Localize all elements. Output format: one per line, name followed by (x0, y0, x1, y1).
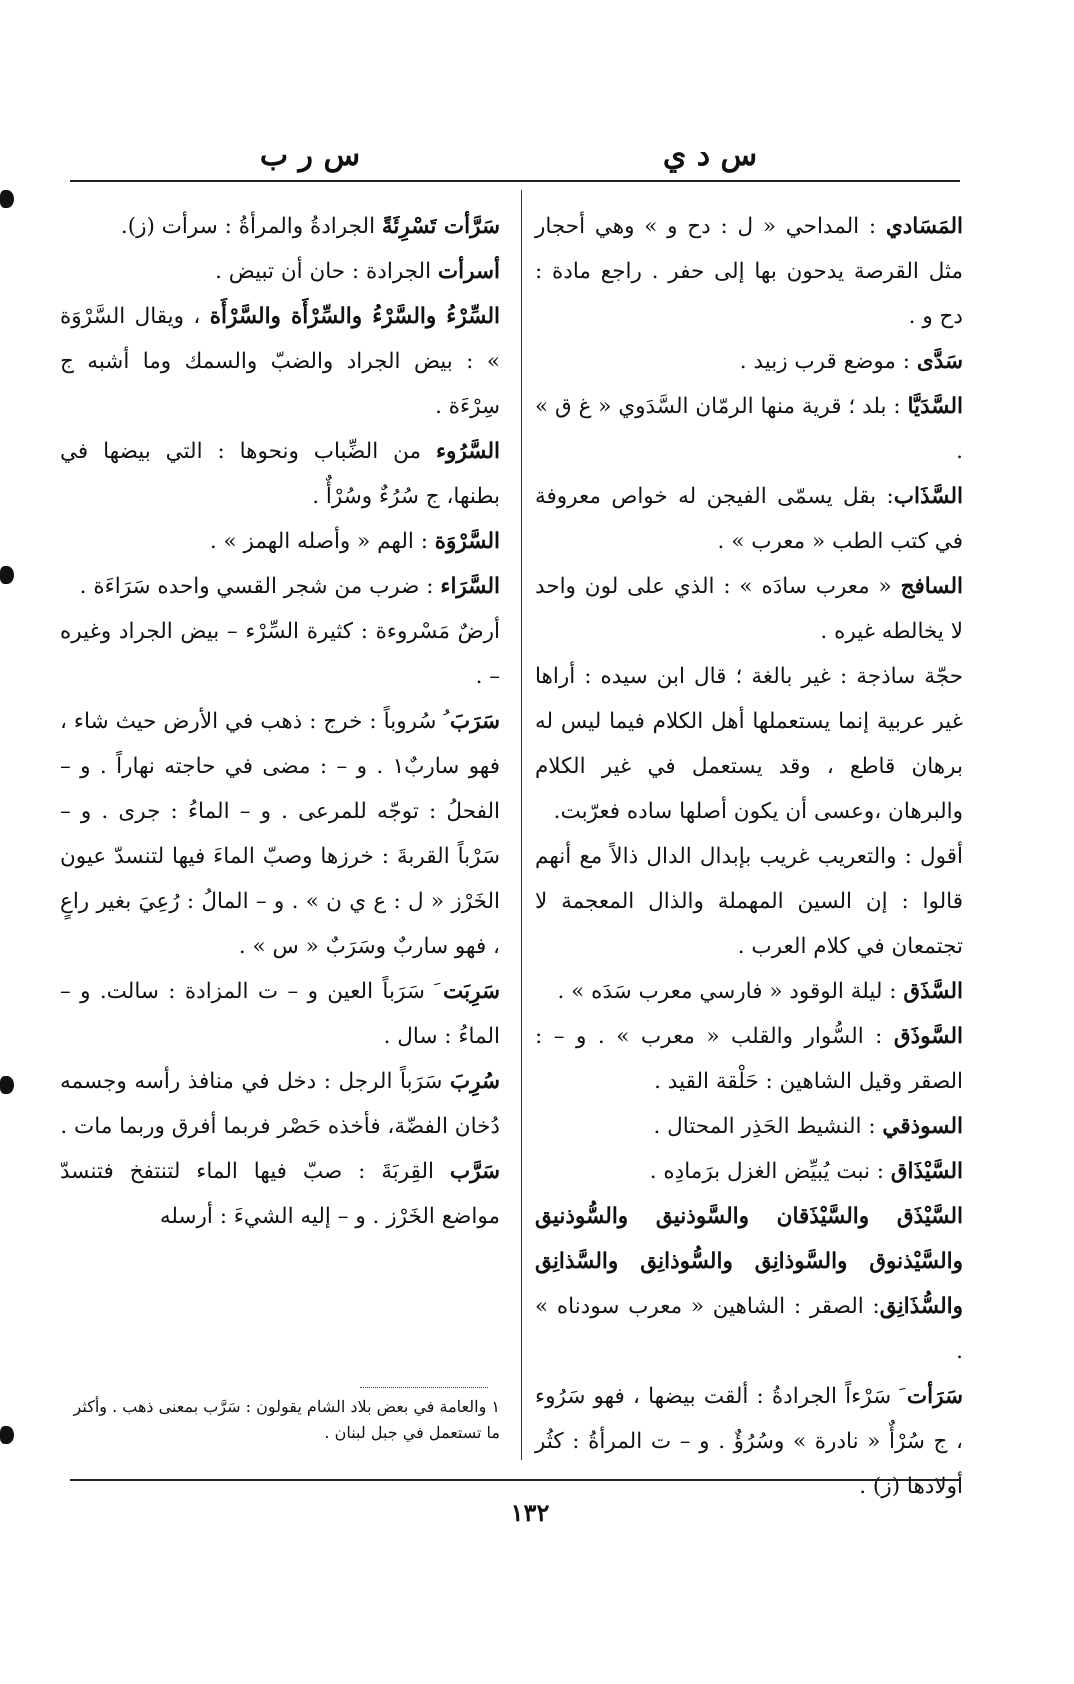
dictionary-entry (535, 339, 963, 384)
entry-headword: السِّرْءُ والسَّرْءُ والسِّرْأَة والسَّرْأَة (209, 304, 500, 329)
dictionary-entry (60, 1149, 500, 1239)
entry-definition: الجرادة : حان أن تبيض . (215, 259, 438, 284)
dictionary-entry (535, 1104, 963, 1149)
dictionary-entry (535, 654, 963, 834)
dictionary-entry (60, 969, 500, 1059)
dictionary-entry (535, 969, 963, 1014)
entry-headword: السوذقي (882, 1114, 963, 1139)
dictionary-entry (60, 609, 500, 699)
entry-headword: سَرِبَت (443, 979, 500, 1004)
entry-definition: أقول : والتعريب غريب بإبدال الدال ذالاً مع أنهم قالوا : إن السين المهملة والذال المعجمة لا تجتمعان في كلام العرب . (535, 844, 963, 959)
entry-headword: السَّرْوَة (434, 529, 500, 554)
bottom-rule (70, 1479, 960, 1481)
entry-definition: : ليلة الوقود « فارسي معرب سَدَه » . (557, 979, 904, 1004)
entry-headword: سُرِبَ (449, 1069, 500, 1094)
footnote-separator (360, 1387, 488, 1388)
entry-headword: أسرأت (437, 259, 500, 284)
entry-headword: السَّرُوء (435, 439, 500, 464)
entry-definition: َ سَرَباً العين و – ت المزادة : سالت. و – الماءُ : سال . (60, 979, 500, 1049)
dictionary-entry (535, 564, 963, 654)
entry-definition: : الصقر : الشاهين « معرب سودناه » . (535, 1294, 963, 1364)
entry-definition: : السُّوار والقلب « معرب » . و – : الصقر وقيل الشاهين : حَلْقة القيد . (535, 1024, 963, 1094)
entry-definition: : بلد ؛ قرية منها الرمّان السَّدَوي « غ ق » . (535, 394, 963, 464)
margin-mark (0, 566, 14, 584)
right-column (535, 204, 963, 1499)
margin-mark (0, 1076, 14, 1094)
entry-headword: السَّذَق (903, 979, 963, 1004)
entry-headword: السَّيْذَق والسَّيْذَقان والسَّوذنيق والسُّوذنيق والسَّيْذنوق والسَّوذانِق والسُّوذانِق والسَّذانِق والسُّذَانِق (535, 1204, 963, 1319)
dictionary-entry (535, 1149, 963, 1194)
margin-mark (0, 1426, 14, 1444)
dictionary-entry (60, 1059, 500, 1149)
entry-definition: : موضع قرب زبيد . (739, 349, 917, 374)
header-right-title: س د ي (662, 138, 758, 173)
dictionary-entry (535, 1374, 963, 1509)
dictionary-entry (60, 519, 500, 564)
entry-headword: سَرَبَ (449, 709, 500, 734)
entry-headword: المَسَادي (885, 214, 963, 239)
entry-headword: سَرَأت (906, 1384, 963, 1409)
dictionary-entry (535, 1014, 963, 1104)
header-left-title: س ر ب (259, 138, 361, 173)
dictionary-entry (535, 204, 963, 339)
entry-definition: : المداحي « ل : دح و » وهي أحجار مثل القرصة يدحون بها إلى حفر . راجع مادة : دح و . (535, 214, 963, 329)
entry-definition: : النشيط الحَذِر المحتال . (653, 1114, 883, 1139)
dictionary-entry (60, 249, 500, 294)
entry-headword: السَّدَيَّا (907, 394, 963, 419)
entry-definition: : بقل يسمّى الفيجن له خواص معروفة في كتب الطب « معرب » . (535, 484, 963, 554)
entry-definition: َ سَرْءاً الجرادةُ : ألقت بيضها ، فهو سَرُوء ، ج سُرْأٌ « نادرة » وسُرُؤٌ . و – ت المرأةُ : كثُر أولادها (ز) . (535, 1384, 963, 1499)
dictionary-entry (535, 1194, 963, 1374)
entry-definition: القِربَةَ : صبّ فيها الماء لتنتفخ فتنسدّ مواضع الخَرْز . و – إليه الشيءَ : أرسله (60, 1159, 500, 1229)
page-number: ١٣٢ (510, 1498, 550, 1527)
dictionary-entry (60, 699, 500, 969)
left-column (60, 204, 500, 1464)
dictionary-entry (535, 834, 963, 969)
entry-headword: السَّرَاء (440, 574, 500, 599)
dictionary-entry (535, 474, 963, 564)
entry-definition: ُ سُروباً : خرج : ذهب في الأرض حيث شاء ، فهو ساربٌ١ . و – : مضى في حاجته نهاراً . و – الفحلُ : توجّه للمرعى . و – الماءُ : جرى . و – سَرْباً القربةَ : خرزها وصبّ الماءَ فيها لتنسدّ عيون الخَرْز « ل : ع ي ن » . و – المالُ : رُعِيَ بغير راعٍ ، فهو ساربٌ وسَرَبٌ « س » . (60, 709, 500, 959)
entry-headword: السَّوذَق (893, 1024, 963, 1049)
entry-headword: سَرَّأت تَسْرِئَةً (381, 214, 500, 239)
dictionary-entry (60, 204, 500, 249)
dictionary-entry (60, 564, 500, 609)
dictionary-entry (535, 384, 963, 474)
entry-headword: سَرَّب (449, 1159, 500, 1184)
entry-definition: من الضِّباب ونحوها : التي بيضها في بطنها، ج سُرُءٌ وسُرْأٌ . (60, 439, 500, 509)
column-divider (521, 190, 522, 1460)
entry-definition: « معرب سادَه » : الذي على لون واحد لا يخالطه غيره . (535, 574, 963, 644)
entry-definition: : الهم « وأصله الهمز » . (209, 529, 435, 554)
top-rule (70, 180, 960, 182)
footnote: ١ والعامة في بعض بلاد الشام يقولون : سَرَّب بمعنى ذهب . وأكثر ما تستعمل في جبل لبنان . (73, 1397, 500, 1442)
entry-definition: : ضرب من شجر القسي واحده سَرَاءَة . (79, 574, 441, 599)
entry-headword: السَّيْذَاق (890, 1159, 963, 1184)
entry-definition: الجرادةُ والمرأةُ : سرأت (ز). (120, 214, 382, 239)
entry-definition: سَرَباً الرجل : دخل في منافذ رأسه وجسمه دُخان الفضّة، فأخذه حَصْر فربما أفرق وربما مات . (60, 1069, 500, 1139)
entry-definition: : نبت يُبيِّض الغزل برَمادِه . (649, 1159, 891, 1184)
entry-headword: سَدَّى (916, 349, 963, 374)
entry-definition: ، ويقال السَّرْوَة » : بيض الجراد والضبّ والسمك وما أشبه ج سِرْءَة . (60, 304, 500, 419)
dictionary-entry (60, 429, 500, 519)
entry-definition: حجّة ساذجة : غير بالغة ؛ قال ابن سيده : أراها غير عربية إنما يستعملها أهل الكلام فيما ليس له برهان قاطع ، وقد يستعمل في غير الكلام والبرهان ،وعسى أن يكون أصلها ساده فعرّبت. (535, 664, 963, 824)
entry-headword: السَّذَاب (893, 484, 963, 509)
margin-mark (0, 190, 14, 208)
entry-definition: أرضٌ مَسْروءة : كثيرة السِّرْء – بيض الجراد وغيره – . (60, 619, 500, 689)
dictionary-entry (60, 294, 500, 429)
entry-headword: السافج (900, 574, 963, 599)
